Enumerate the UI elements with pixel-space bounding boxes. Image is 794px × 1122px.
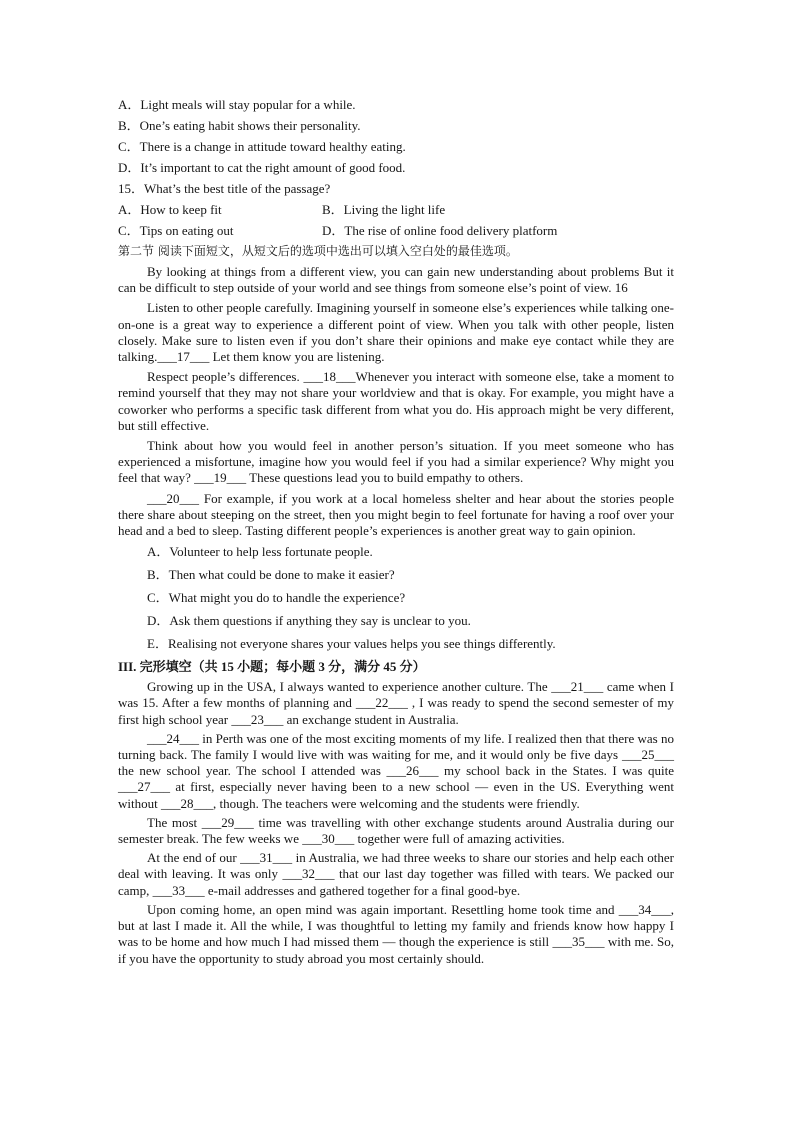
q15-options-row-2 [118,222,674,239]
section3-heading: III. 完形填空（共 15 小题；每小题 3 分，满分 45 分） [118,659,426,675]
passage2-option-a: A．Volunteer to help less fortunate people. [147,544,373,560]
q14-option-b: B．One’s eating habit shows their personality. [118,118,361,133]
q14-option-c: C．There is a change in attitude toward healthy eating. [118,139,406,154]
passage2-paragraph-1: By looking at things from a different view, you can gain new understanding about problems But it can be difficult to step outside of your world and see things from someone else’s point of view. 16 [118,264,674,296]
section2-instruction: 第二节 阅读下面短文，从短文后的选项中选出可以填入空白处的最佳选项。 [118,244,518,258]
passage3-paragraph-2: ___24___ in Perth was one of the most exciting moments of my life. I realized then that there was no turning back. The family I would live with was waiting for me, and it would only be five days ___25___ the new school year. The school I attended was ___26___ my school back in the States. I was quite ___27___ at first, especially never having been to a new school — even in the US. Everything went without ___28___, though. The teachers were welcoming and the students were friendly. [118,730,674,811]
passage2-option-d: D．Ask them questions if anything they say is unclear to you. [147,613,471,629]
q15-option-d: D．The rise of online food delivery platform [322,223,558,238]
q15-options-row-1 [118,201,674,218]
passage2-paragraph-5: ___20___ For example, if you work at a local homeless shelter and hear about the stories people there share about steeping on the street, then you might begin to feel fortunate for having a roof over your head and a bed to sleep. Tasting different people’s experiences is another great way to gain opinion. [118,490,674,539]
passage2-option-e: E．Realising not everyone shares your values helps you see things differently. [147,636,556,652]
exam-page [118,96,674,970]
passage3-paragraph-1: Growing up in the USA, I always wanted to experience another culture. The ___21___ came when I was 15. After a few months of planning and ___22___ , I was ready to spend the second semester of my first high school year ___23___ an exchange student in Australia. [118,679,674,727]
passage2-paragraph-3: Respect people’s differences. ___18___Whenever you interact with someone else, take a moment to remind yourself that they may not share your worldview and that is okay. For example, you might have a coworker who performs a specific task different from what you do. His approach might be very different, but still effective. [118,369,674,433]
passage2-option-c: C．What might you do to handle the experience? [147,590,406,606]
q14-option-a: A．Light meals will stay popular for a while. [118,97,356,112]
q15-stem: 15．What’s the best title of the passage? [118,181,331,196]
q15-option-c: C．Tips on eating out [118,223,234,238]
q15-option-b: B．Living the light life [322,202,446,217]
passage3-paragraph-3: The most ___29___ time was travelling with other exchange students around Australia during our semester break. The few weeks we ___30___ together were full of amazing activities. [118,814,674,847]
q15-option-a: A．How to keep fit [118,202,222,217]
q14-option-d: D．It’s important to cat the right amount of good food. [118,160,406,175]
passage2-option-b: B．Then what could be done to make it easier? [147,567,395,583]
passage3-paragraph-5: Upon coming home, an open mind was again important. Resettling home took time and ___34___, but at last I made it. All the while, I was thoughtful to letting my family and friends know how happy I was to be home and how much I had missed them — though the experience is still ___35___ with me. So, if you have the opportunity to study abroad you most certainly should. [118,901,674,966]
passage3-paragraph-4: At the end of our ___31___ in Australia, we had three weeks to share our stories and help each other deal with leaving. It was only ___32___ that our last day together was filled with tears. We packed our camp, ___33___ e-mail addresses and gathered together for a final good-bye. [118,850,674,898]
passage2-paragraph-2: Listen to other people carefully. Imagining yourself in someone else’s experiences while talking one-on-one is a great way to experience a different point of view. When you talk with other people, listen closely. Make sure to listen even if you don’t share their opinions and make eye contact while they are talking.___17___ Let them know you are listening. [118,300,674,365]
passage2-paragraph-4: Think about how you would feel in another person’s situation. If you meet someone who has experienced a misfortune, imagine how you would feel if you had a similar experience? Why might you feel that way? ___19___ These questions lead you to build empathy to others. [118,438,674,486]
